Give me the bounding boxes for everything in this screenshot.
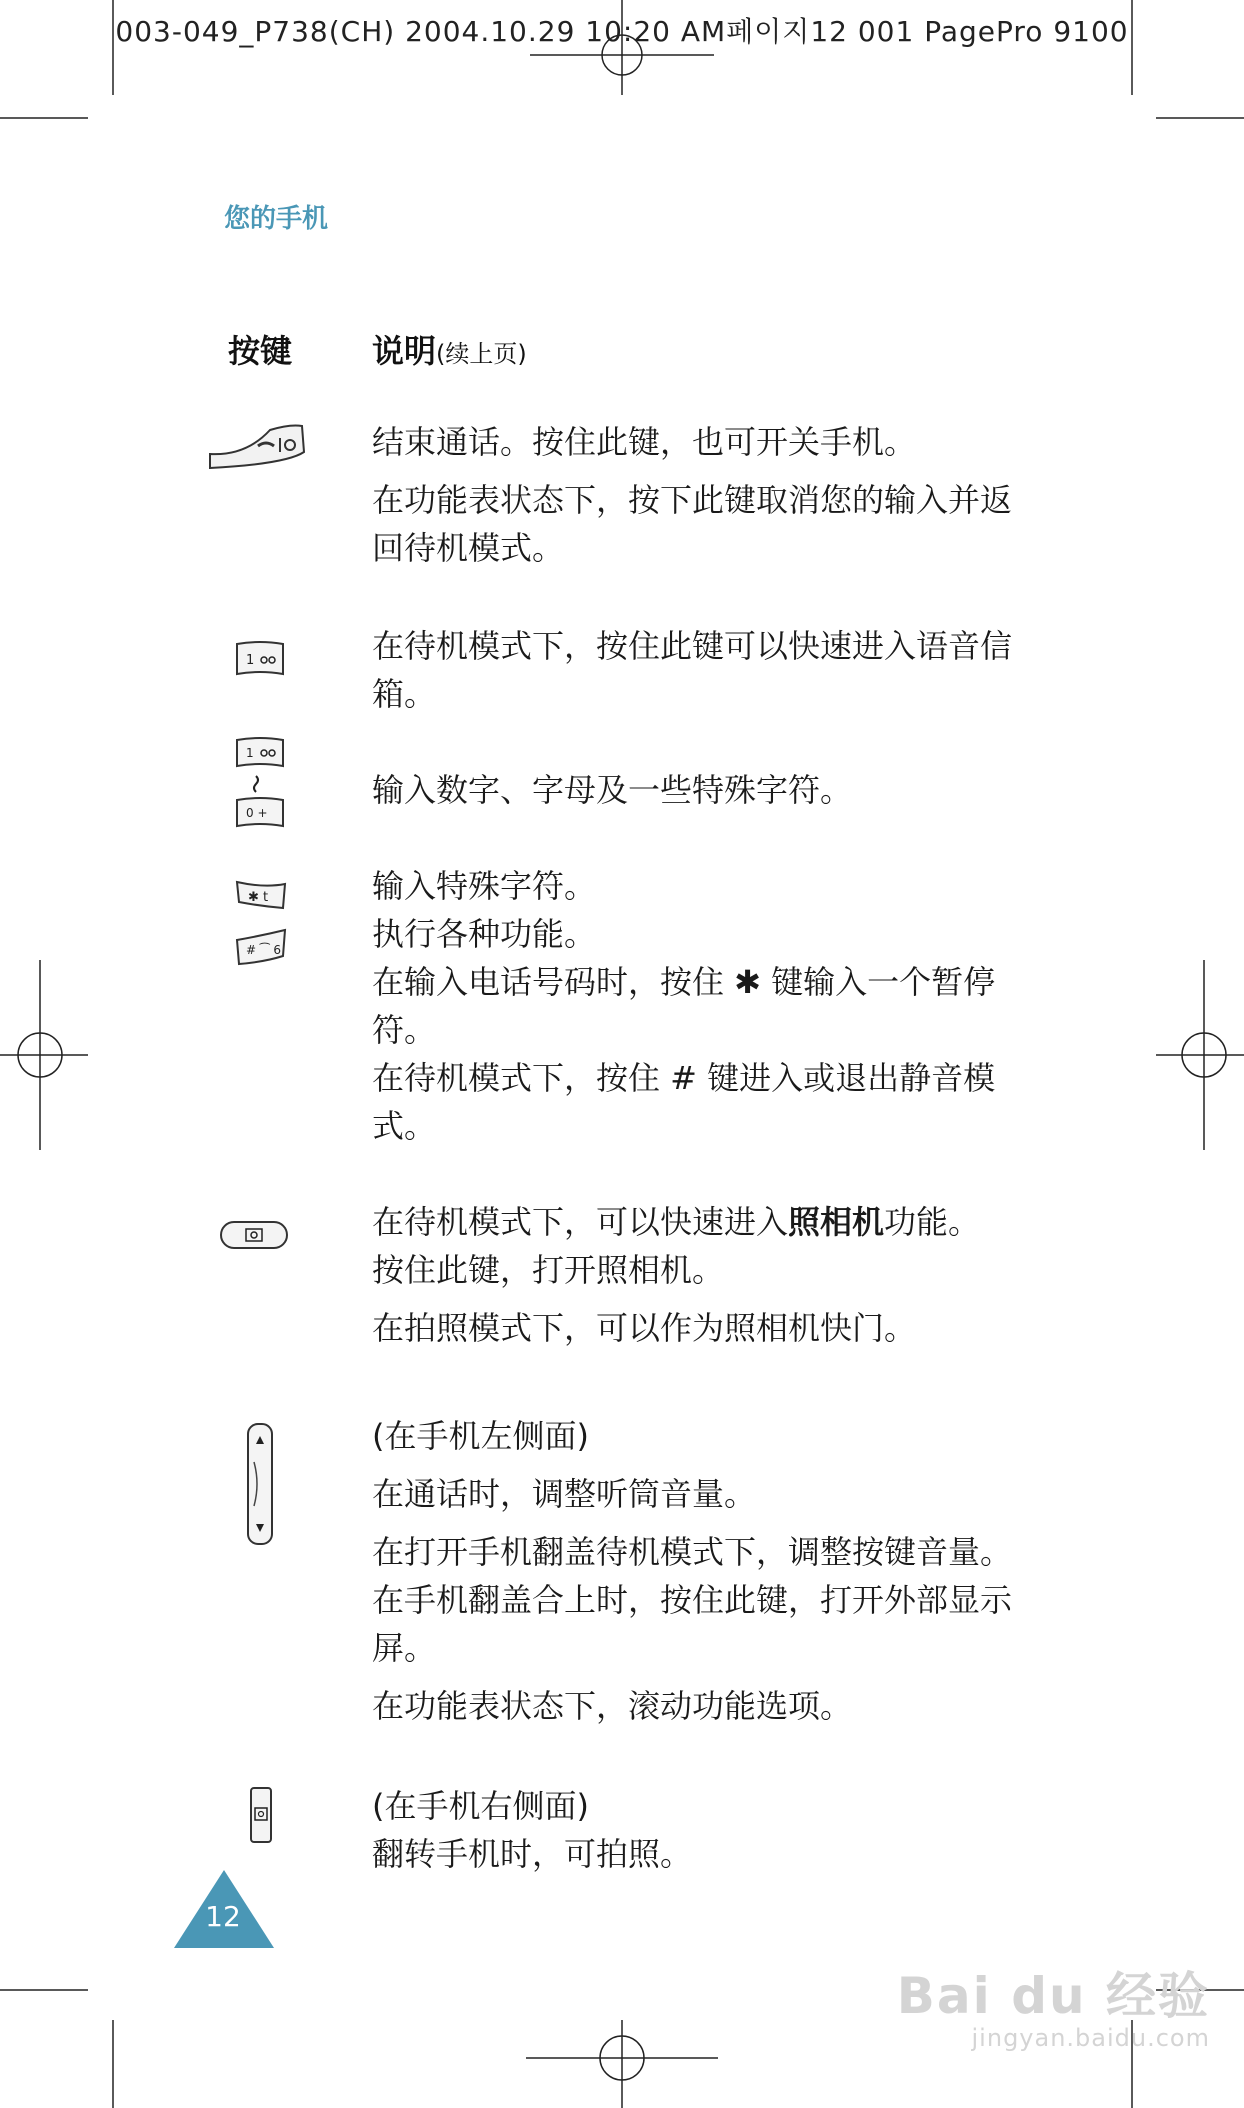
entry-camera-key [372,1198,1012,1352]
entry-text: 执行各种功能。 [372,915,597,953]
entry-text: (在手机右侧面) [372,1787,589,1825]
entry-text: 在通话时，调整听筒音量。 [372,1475,757,1513]
entry-text: 在拍照模式下，可以作为照相机快门。 [372,1309,917,1347]
watermark [897,1956,1210,2052]
entry-text: 输入数字、字母及一些特殊字符。 [372,771,853,809]
entry-volume-key [372,1412,1012,1730]
icon-label: # ⁀ 6 [246,943,281,957]
entry-text [372,1198,1012,1246]
key-column-header: 按键 [228,332,293,370]
entry-text: 在待机模式下，按住此键可以快速进入语音信箱。 [372,627,1013,713]
entry-text: (在手机左侧面) [372,1417,589,1455]
entry-text: 结束通话。按住此键，也可开关手机。 [372,423,917,461]
entry-text: 在打开手机翻盖待机模式下，调整按键音量。在手机翻盖合上时，按住此键，打开外部显示屏。 [372,1533,1013,1667]
entry-text: 在待机模式下，按住 # 键进入或退出静音模式。 [372,1059,996,1145]
entry-text-prefix: 在待机模式下，可以快速进入 [372,1203,789,1241]
icon-label: ✱ t [248,890,269,905]
watermark-url: jingyan.baidu.com [971,2024,1210,2052]
svg-text:1: 1 [246,653,255,668]
side-camera-key-icon [248,1786,274,1844]
description-header-label: 说明 [372,332,437,370]
description-column-header [372,326,527,372]
entry-side-camera-key [372,1782,1012,1878]
star-hash-keys-icon [234,878,288,968]
camera-key-icon [218,1218,290,1252]
print-header: 003-049_P738(CH) 2004.10.29 10:20 AM페이지12 001 PagePro 9100 [115,15,1129,48]
page-number: 12 [205,1900,241,1933]
watermark-brand: Bai du 经验 [896,1967,1210,2025]
entry-text: 按住此键，打开照相机。 [372,1251,725,1289]
number-keys-icon [234,736,286,830]
entry-text: 翻转手机时，可拍照。 [372,1835,693,1873]
icon-label: 0 + [246,806,268,820]
end-call-key-icon [206,420,308,474]
entry-special-keys [372,862,1012,1150]
icon-label: 1 [246,746,254,760]
section-title: 您的手机 [224,204,329,234]
entry-text-suffix: 功能。 [884,1203,981,1241]
entry-text: 在输入电话号码时，按住 ✱ 键输入一个暂停符。 [372,963,996,1049]
entry-text-bold: 照相机 [788,1203,885,1241]
description-header-note: (续上页) [436,340,527,368]
entry-text: 在功能表状态下，按下此键取消您的输入并返回待机模式。 [372,481,1013,567]
key-1-voicemail-icon [234,640,286,678]
entry-end-call [372,418,1012,572]
volume-key-icon [244,1422,276,1546]
entry-voicemail [372,622,1012,718]
entry-text: 输入特殊字符。 [372,867,597,905]
entry-number-keys [372,766,1012,814]
entry-text: 在功能表状态下，滚动功能选项。 [372,1687,853,1725]
